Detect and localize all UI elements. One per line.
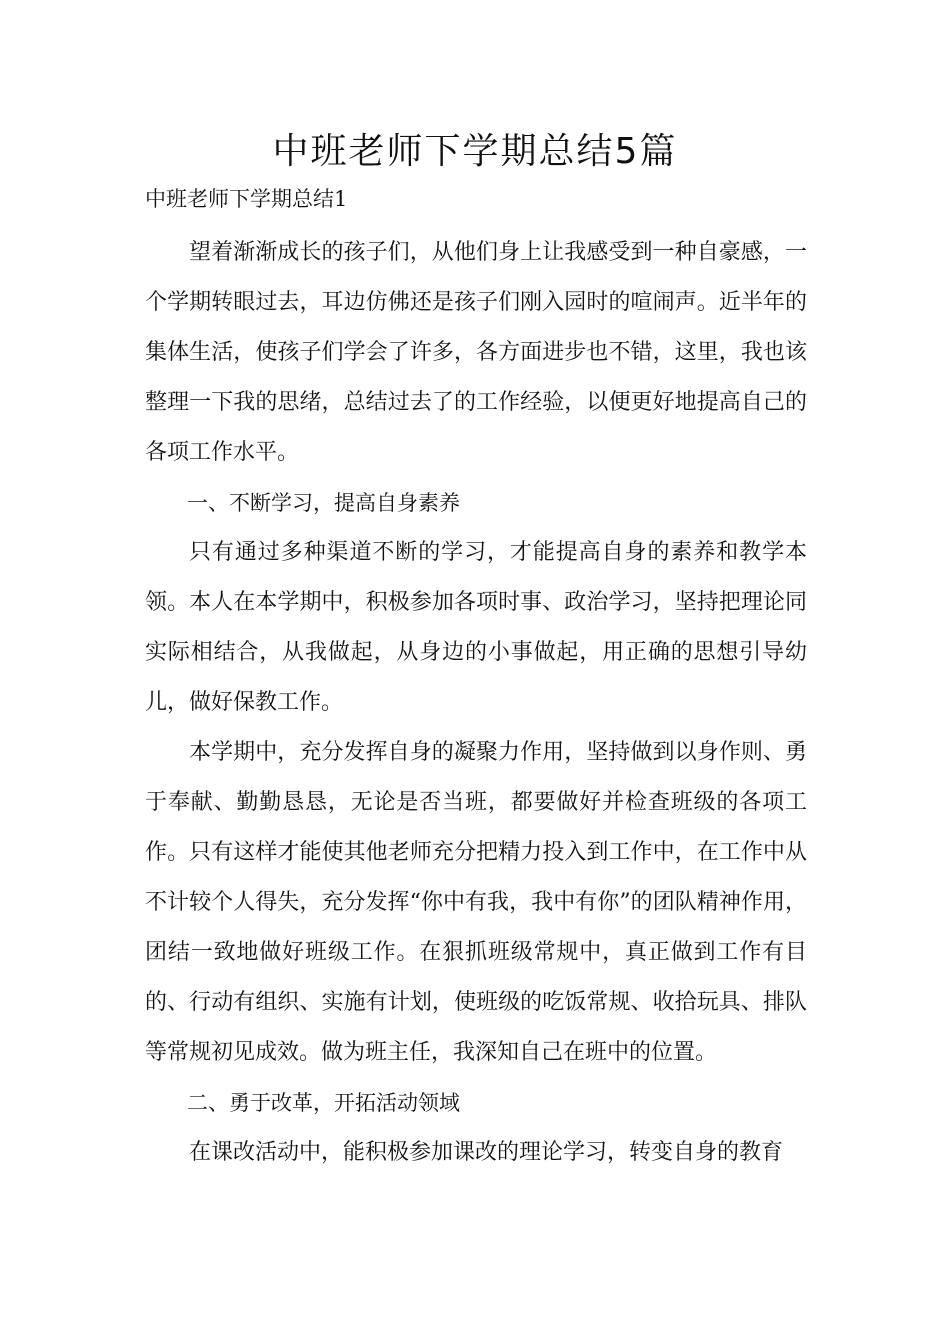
- paragraph-reform: 在课改活动中，能积极参加课改的理论学习，转变自身的教育: [189, 1140, 784, 1165]
- section-heading-2: 二、勇于改革，开拓活动领域: [187, 1091, 460, 1115]
- document-body: [145, 228, 807, 1178]
- paragraph-study: 只有通过多种渠道不断的学习，才能提高自身的素养和教学本领。本人在本学期中，积极参加各项时事、政治学习，坚持把理论同实际相结合，从我做起，从身边的小事做起，用正确的思想引导幼儿，做好保教工作。: [145, 540, 807, 715]
- paragraph-teamwork: 本学期中，充分发挥自身的凝聚力作用，坚持做到以身作则、勇于奉献、勤勤恳恳，无论是否当班，都要做好并检查班级的各项工作。只有这样才能使其他老师充分把精力投入到工作中，在工作中从不计较个人得失，充分发挥“你中有我，我中有你”的团队精神作用，团结一致地做好班级工作。在狠抓班级常规中，真正做到工作有目的、行动有组织、实施有计划，使班级的吃饭常规、收拾玩具、排队等常规初见成效。做为班主任，我深知自己在班中的位置。: [145, 740, 807, 1065]
- document-title: 中班老师下学期总结5篇: [272, 131, 678, 172]
- section-subtitle: 中班老师下学期总结1: [145, 187, 348, 211]
- paragraph-intro: 望着渐渐成长的孩子们，从他们身上让我感受到一种自豪感，一个学期转眼过去，耳边仿佛还是孩子们刚入园时的喧闹声。近半年的集体生活，使孩子们学会了许多，各方面进步也不错，这里，我也该整理一下我的思绪，总结过去了的工作经验，以便更好地提高自己的各项工作水平。: [145, 240, 807, 465]
- section-heading-1: 一、不断学习，提高自身素养: [187, 491, 460, 515]
